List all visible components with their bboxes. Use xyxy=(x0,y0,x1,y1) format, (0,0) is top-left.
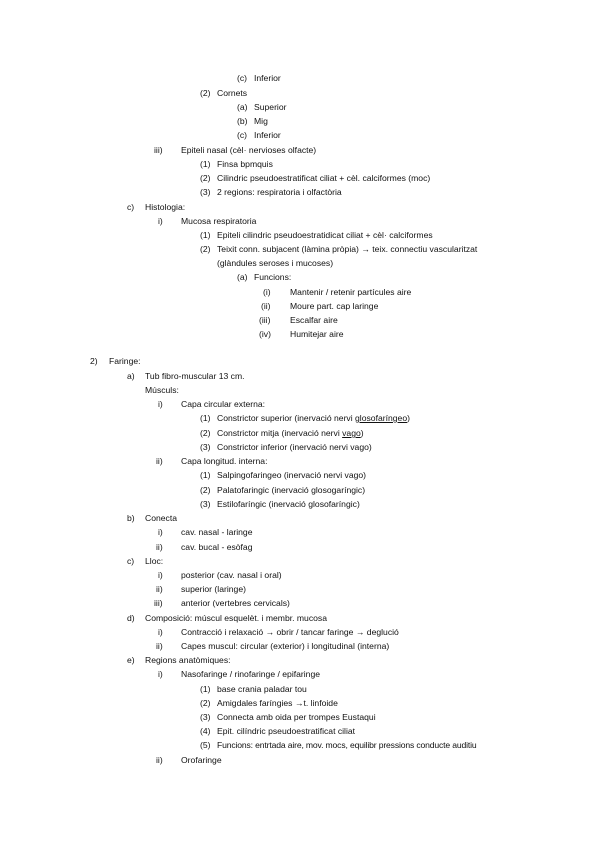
list-marker: (3) xyxy=(200,712,211,722)
line-text: Epit. cilíndric pseudoestratificat ciliat xyxy=(217,726,356,736)
line-text: base crania paladar tou xyxy=(217,684,307,694)
line-text: Capes muscul: circular (exterior) i longitudinal (interna) xyxy=(181,641,390,651)
line-text: Lloc: xyxy=(145,556,164,566)
list-marker: (4) xyxy=(200,726,211,736)
line-text: Connecta amb oida per trompes Eustaqui xyxy=(217,712,376,722)
line-text xyxy=(217,427,364,439)
list-marker: ii) xyxy=(156,584,163,594)
line-text: Orofaringe xyxy=(181,755,222,765)
list-marker: (2) xyxy=(200,244,211,254)
list-marker: (3) xyxy=(200,187,211,197)
line-text-post: ) xyxy=(407,413,410,423)
list-marker: ii) xyxy=(156,456,163,466)
line-text: anterior (vertebres cervicals) xyxy=(181,598,290,608)
list-marker: (1) xyxy=(200,230,211,240)
list-marker: iii) xyxy=(154,145,163,155)
list-marker: (2) xyxy=(200,88,211,98)
line-text: Estilofaríngic (inervació glosofaríngic) xyxy=(217,499,360,509)
list-marker: 2) xyxy=(90,356,98,366)
line-text: Finsa bpmquis xyxy=(217,159,273,169)
list-marker: iii) xyxy=(154,598,163,608)
line-text: Conecta xyxy=(145,513,178,523)
list-marker: (a) xyxy=(237,102,248,112)
line-text: Escalfar aire xyxy=(290,315,338,325)
line-text: (glàndules seroses i mucoses) xyxy=(217,258,334,268)
line-text: Faringe: xyxy=(109,356,141,366)
list-marker: c) xyxy=(127,556,135,566)
list-marker: ii) xyxy=(156,755,163,765)
line-text: Inferior xyxy=(254,73,281,83)
line-text: Mig xyxy=(254,116,268,126)
list-marker: (2) xyxy=(200,485,211,495)
line-text: Nasofaringe / rinofaringe / epifaringe xyxy=(181,669,321,679)
line-text: cav. nasal - laringe xyxy=(181,527,253,537)
list-marker: (3) xyxy=(200,499,211,509)
list-marker: i) xyxy=(158,216,163,226)
list-marker: (iv) xyxy=(259,329,271,339)
line-text: Salpingofaringeo (inervació nervi vago) xyxy=(217,470,367,480)
line-text: Composició: múscul esquelèt. i membr. mucosa xyxy=(145,613,327,623)
line-text: cav. bucal - esòfag xyxy=(181,542,253,552)
line-text: Inferior xyxy=(254,130,281,140)
line-text: Moure part. cap laringe xyxy=(290,301,379,311)
list-marker: b) xyxy=(127,513,135,523)
line-text: Capa longitud. interna: xyxy=(181,456,268,466)
underlined-term: vago xyxy=(342,428,361,438)
list-marker: (1) xyxy=(200,413,211,423)
list-marker: (iii) xyxy=(259,315,271,325)
line-text: Cilindric pseudoestratificat ciliat + cèl. calciformes (moc) xyxy=(217,173,431,183)
line-text-pre: Constrictor mitja (inervació nervi xyxy=(217,428,343,438)
list-marker: i) xyxy=(158,570,163,580)
list-marker: ii) xyxy=(156,542,163,552)
line-text: superior (laringe) xyxy=(181,584,246,594)
line-text: Funcions: xyxy=(254,272,292,282)
list-marker: (ii) xyxy=(261,301,271,311)
line-text: Funcions: entrtada aire, mov. mocs, equilibr pressions conducte auditiu xyxy=(217,740,477,750)
line-text: posterior (cav. nasal i oral) xyxy=(181,570,282,580)
line-text: Mucosa respiratoria xyxy=(181,216,257,226)
list-marker: (5) xyxy=(200,740,211,750)
line-text: Palatofaringic (inervació glosogaríngic) xyxy=(217,485,366,495)
line-text: Constrictor inferior (inervació nervi vago) xyxy=(217,442,372,452)
list-marker: (3) xyxy=(200,442,211,452)
line-text: Cornets xyxy=(217,88,248,98)
line-text xyxy=(217,412,410,424)
line-text: Amigdales faríngies →t. linfoide xyxy=(217,698,338,708)
list-marker: (2) xyxy=(200,428,211,438)
line-text: Regions anatòmiques: xyxy=(145,655,231,665)
list-marker: (a) xyxy=(237,272,248,282)
line-text: Epiteli cilindric pseudoestratidicat ciliat + cèl· calciformes xyxy=(217,230,433,240)
line-text-post: ) xyxy=(360,428,364,438)
line-text: Superior xyxy=(254,102,287,112)
line-text: Humitejar aire xyxy=(290,329,344,339)
list-marker: (2) xyxy=(200,173,211,183)
list-marker: (i) xyxy=(263,287,271,297)
list-marker: (b) xyxy=(237,116,248,126)
line-text: Histologia: xyxy=(145,202,186,212)
list-marker: (1) xyxy=(200,159,211,169)
list-marker: i) xyxy=(158,399,163,409)
list-marker: (c) xyxy=(237,73,248,83)
line-text: Mantenir / retenir partícules aire xyxy=(290,287,412,297)
list-marker: (c) xyxy=(237,130,248,140)
list-marker: (1) xyxy=(200,470,211,480)
line-text: Capa circular externa: xyxy=(181,399,266,409)
line-text: Epiteli nasal (cèl· nervioses olfacte) xyxy=(181,145,317,155)
line-text: 2 regions: respiratoria i olfactòria xyxy=(217,187,342,197)
list-marker: i) xyxy=(158,527,163,537)
line-text: Teixit conn. subjacent (làmina pròpia) → teix. connectiu vascularitzat xyxy=(217,244,478,254)
line-text-pre: Constrictor superior (inervació nervi xyxy=(217,413,356,423)
line-text: Músculs: xyxy=(145,385,179,395)
line-text: Contracció i relaxació → obrir / tancar faringe → deglució xyxy=(181,627,399,637)
list-marker: i) xyxy=(158,669,163,679)
list-marker: i) xyxy=(158,627,163,637)
list-marker: (1) xyxy=(200,684,211,694)
list-marker: e) xyxy=(127,655,135,665)
underlined-term: glosofaríngeo xyxy=(355,413,408,423)
list-marker: c) xyxy=(127,202,135,212)
list-marker: a) xyxy=(127,371,135,381)
list-marker: d) xyxy=(127,613,135,623)
list-marker: (2) xyxy=(200,698,211,708)
list-marker: ii) xyxy=(156,641,163,651)
line-text: Tub fibro-muscular 13 cm. xyxy=(145,371,245,381)
